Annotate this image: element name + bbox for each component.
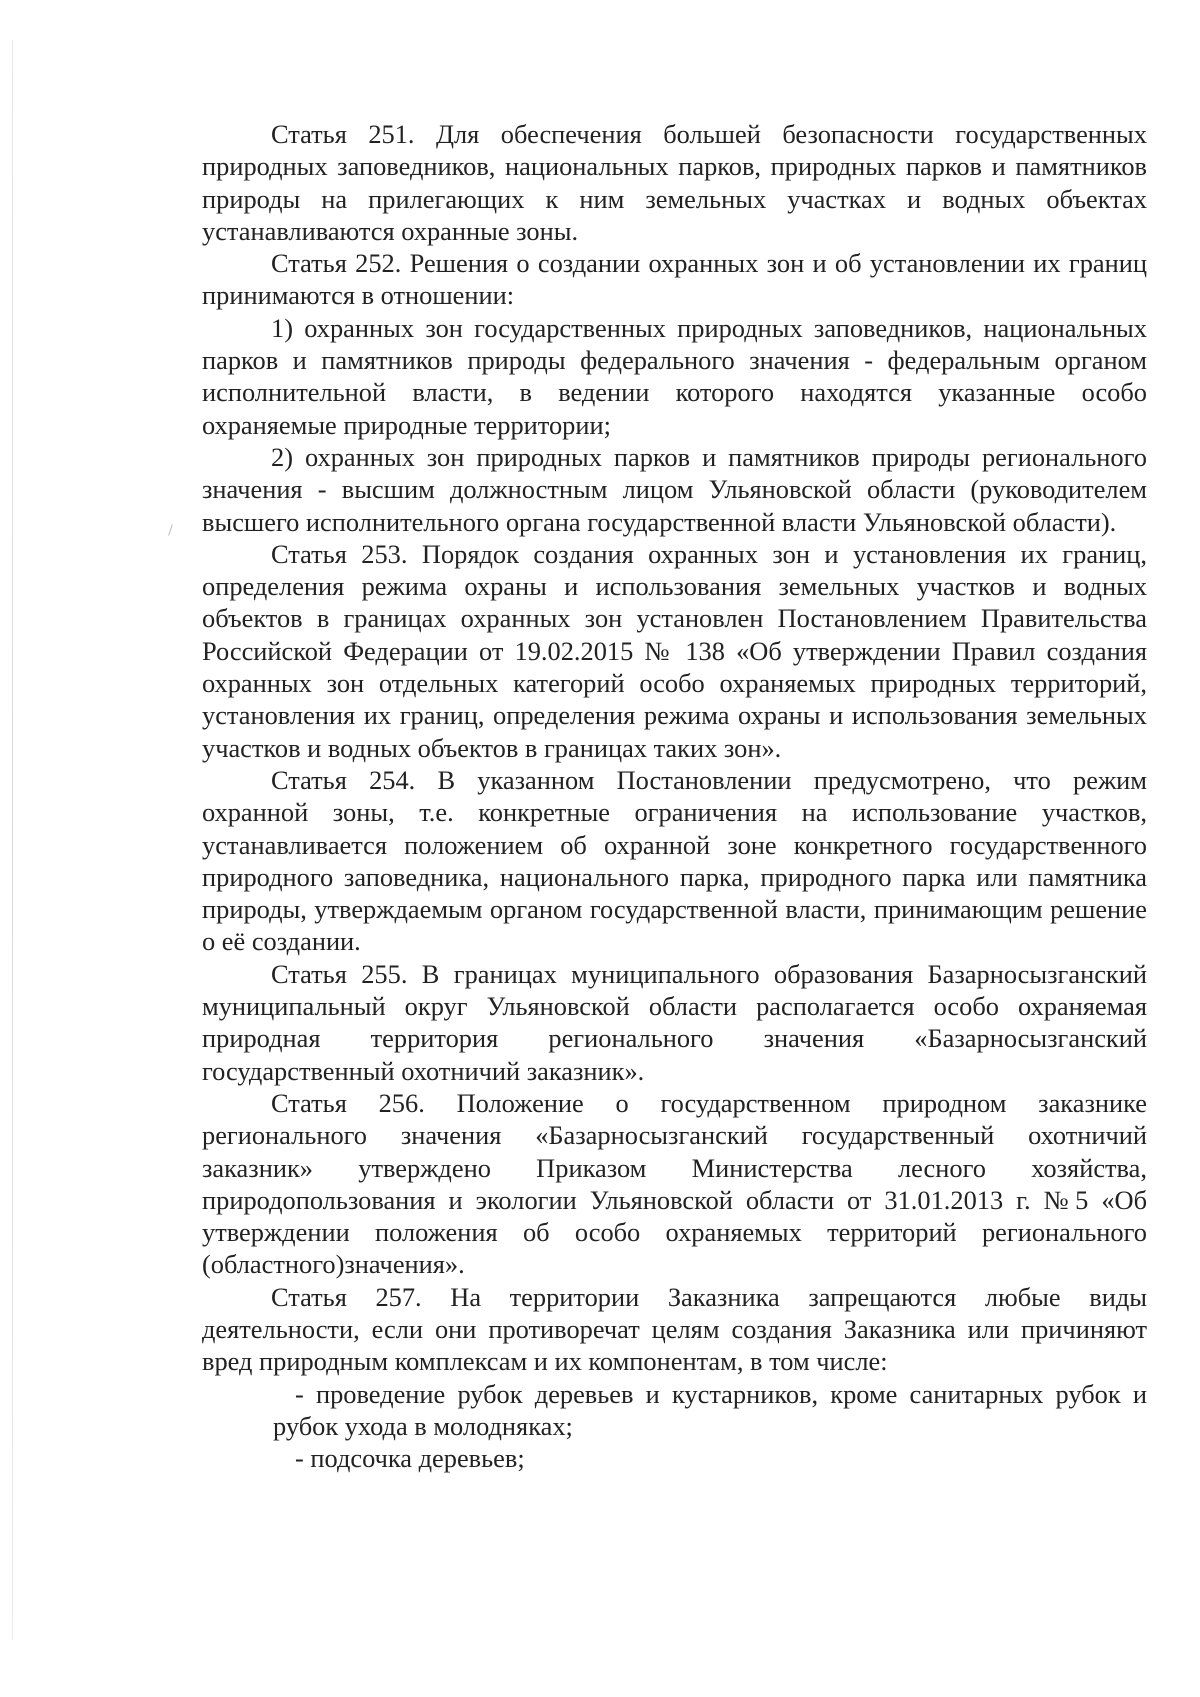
article-257-paragraph: Статья 257. На территории Заказника запрещаются любые виды деятельности, если они противоречат целям создания Заказника или причиняют вред природным комплексам и их компонентам, в том числе:	[202, 1281, 1147, 1377]
document-page	[202, 118, 1147, 1474]
article-257-bullet-1: - проведение рубок деревьев и кустарников, кроме санитарных рубок и рубок ухода в молодняках;	[273, 1378, 1147, 1441]
article-251-paragraph: Статья 251. Для обеспечения большей безопасности государственных природных заповедников, национальных парков, природных парков и памятников природы на прилегающих к ним земельных участках и водных объектах устанавливаются охранные зоны.	[202, 119, 1147, 246]
article-254-paragraph: Статья 254. В указанном Постановлении предусмотрено, что режим охранной зоны, т.е. конкретные ограничения на использование участков, устанавливается положением об охранной зоне конкретного государственного природного заповедника, национального парка, природного парка или памятника природы, утверждаемым органом государственной власти, принимающим решение о её создании.	[202, 764, 1147, 957]
scan-edge-line	[12, 40, 13, 1640]
article-256-paragraph: Статья 256. Положение о государственном природном заказнике регионального значения «Базарносызганский государственный охотничий заказник» утверждено Приказом Министерства лесного хозяйства, природопользования и экологии Ульяновской области от 31.01.2013 г. №5 «Об утверждении положения об особо охраняемых территорий регионального (областного)значения».	[202, 1087, 1147, 1280]
article-252-paragraph: Статья 252. Решения о создании охранных зон и об установлении их границ принимаются в отношении:	[202, 248, 1147, 311]
article-252-item-1: 1) охранных зон государственных природных заповедников, национальных парков и памятников природы федерального значения - федеральным органом исполнительной власти, в ведении которого находятся указанные особо охраняемые природные территории;	[202, 312, 1147, 440]
article-257-bullet-2: - подсочка деревьев;	[295, 1443, 525, 1474]
article-252-item-2: 2) охранных зон природных парков и памятников природы регионального значения - высшим должностным лицом Ульяновской области (руководителем высшего исполнительного органа государственной власти Ульяновской области).	[202, 441, 1147, 537]
article-253-paragraph: Статья 253. Порядок создания охранных зон и установления их границ, определения режима охраны и использования земельных участков и водных объектов в границах охранных зон установлен Постановлением Правительства Российской Федерации от 19.02.2015 № 138 «Об утверждении Правил создания охранных зон отдельных категорий особо охраняемых природных территорий, установления их границ, определения режима охраны и использования земельных участков и водных объектов в границах таких зон».	[202, 538, 1147, 763]
article-255-paragraph: Статья 255. В границах муниципального образования Базарносызганский муниципальный округ Ульяновской области располагается особо охраняемая природная территория регионального значения «Базарносызганский государственный охотничий заказник».	[202, 958, 1147, 1086]
margin-mark	[168, 524, 173, 536]
